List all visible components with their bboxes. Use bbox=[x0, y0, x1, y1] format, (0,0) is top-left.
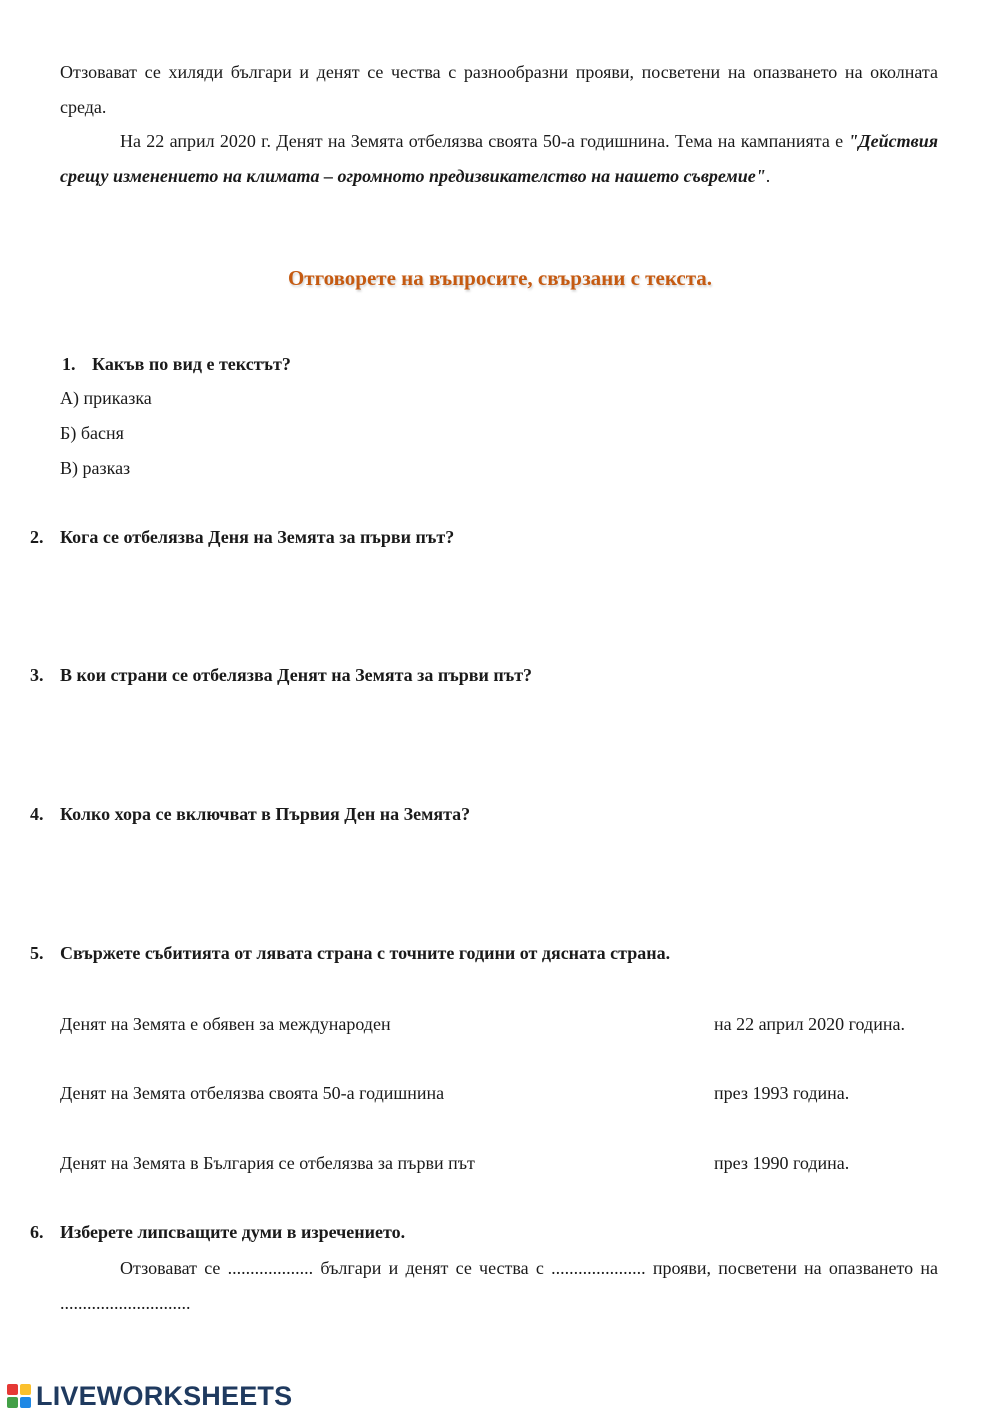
liveworksheets-logo bbox=[6, 1381, 292, 1411]
question-5-number: 5. bbox=[30, 943, 44, 963]
question-1-option-c[interactable]: В) разказ bbox=[60, 458, 131, 478]
campaign-theme: "Действия срещу изменението на климата – огромното предизвикателство на нашето съвремие" bbox=[60, 131, 938, 186]
match-left-item-2[interactable]: Денят на Земята отбелязва своята 50-а годишнина bbox=[60, 1083, 445, 1103]
question-2-number: 2. bbox=[30, 527, 44, 547]
question-1-option-a[interactable]: А) приказка bbox=[60, 388, 152, 408]
logo-square-1 bbox=[7, 1384, 18, 1395]
match-left-item-3[interactable]: Денят на Земята в България се отбелязва за първи път bbox=[60, 1153, 475, 1173]
blank-3[interactable]: ............................. bbox=[60, 1293, 191, 1313]
question-6-sentence bbox=[60, 1251, 938, 1321]
question-6-text: Изберете липсващите думи в изречението. bbox=[60, 1222, 406, 1242]
match-left-item-1[interactable]: Денят на Земята е обявен за международен bbox=[60, 1014, 391, 1034]
blank-2[interactable]: ..................... bbox=[551, 1258, 646, 1278]
question-2-text: Кога се отбелязва Деня на Земята за първи път? bbox=[60, 527, 455, 547]
logo-square-4 bbox=[20, 1397, 31, 1408]
match-right-item-1[interactable]: на 22 април 2020 година. bbox=[714, 1014, 905, 1034]
question-1-number: 1. bbox=[62, 354, 76, 374]
logo-brand-text: LIVEWORKSHEETS bbox=[36, 1380, 293, 1411]
blank-1[interactable]: ................... bbox=[227, 1258, 314, 1278]
question-3-number: 3. bbox=[30, 665, 44, 685]
sentence-part-1: Отзовават се bbox=[120, 1258, 228, 1278]
match-right-item-3[interactable]: през 1990 година. bbox=[714, 1153, 850, 1173]
sentence-part-2: българи и денят се чества с bbox=[313, 1258, 552, 1278]
question-1 bbox=[62, 352, 291, 376]
question-4-text: Колко хора се включват в Първия Ден на Земята? bbox=[60, 804, 471, 824]
question-4-answer-area[interactable] bbox=[60, 837, 938, 927]
intro-paragraph-2-end: . bbox=[765, 166, 771, 186]
question-4-number: 4. bbox=[30, 804, 44, 824]
question-5 bbox=[30, 941, 670, 965]
logo-square-2 bbox=[20, 1384, 31, 1395]
intro-paragraph-1 bbox=[60, 55, 938, 125]
intro-paragraph-2 bbox=[60, 124, 938, 194]
question-2-answer-area[interactable] bbox=[60, 560, 938, 650]
intro-paragraph-1-text: Отзовават се хиляди българи и денят се чества с разнообразни прояви, посветени на опазването на околната среда. bbox=[60, 62, 938, 117]
question-3 bbox=[30, 663, 532, 687]
question-3-text: В кои страни се отбелязва Денят на Земята за първи път? bbox=[60, 665, 533, 685]
question-6 bbox=[30, 1220, 405, 1244]
question-4 bbox=[30, 802, 470, 826]
logo-square-3 bbox=[7, 1397, 18, 1408]
question-5-text: Свържете събитията от лявата страна с точните години от дясната страна. bbox=[60, 943, 671, 963]
question-3-answer-area[interactable] bbox=[60, 698, 938, 788]
question-1-option-b[interactable]: Б) басня bbox=[60, 423, 124, 443]
question-6-number: 6. bbox=[30, 1222, 44, 1242]
question-2 bbox=[30, 525, 454, 549]
intro-paragraph-2-text: На 22 април 2020 г. Денят на Земята отбелязва своята 50-а годишнина. Тема на кампанията е bbox=[120, 131, 849, 151]
section-heading: Отговорете на въпросите, свързани с текста. bbox=[287, 266, 713, 290]
sentence-part-3: прояви, посветени на опазването на bbox=[645, 1258, 938, 1278]
question-1-text: Какъв по вид е текстът? bbox=[92, 354, 291, 374]
liveworksheets-logo-icon bbox=[6, 1383, 32, 1409]
match-right-item-2[interactable]: през 1993 година. bbox=[714, 1083, 850, 1103]
